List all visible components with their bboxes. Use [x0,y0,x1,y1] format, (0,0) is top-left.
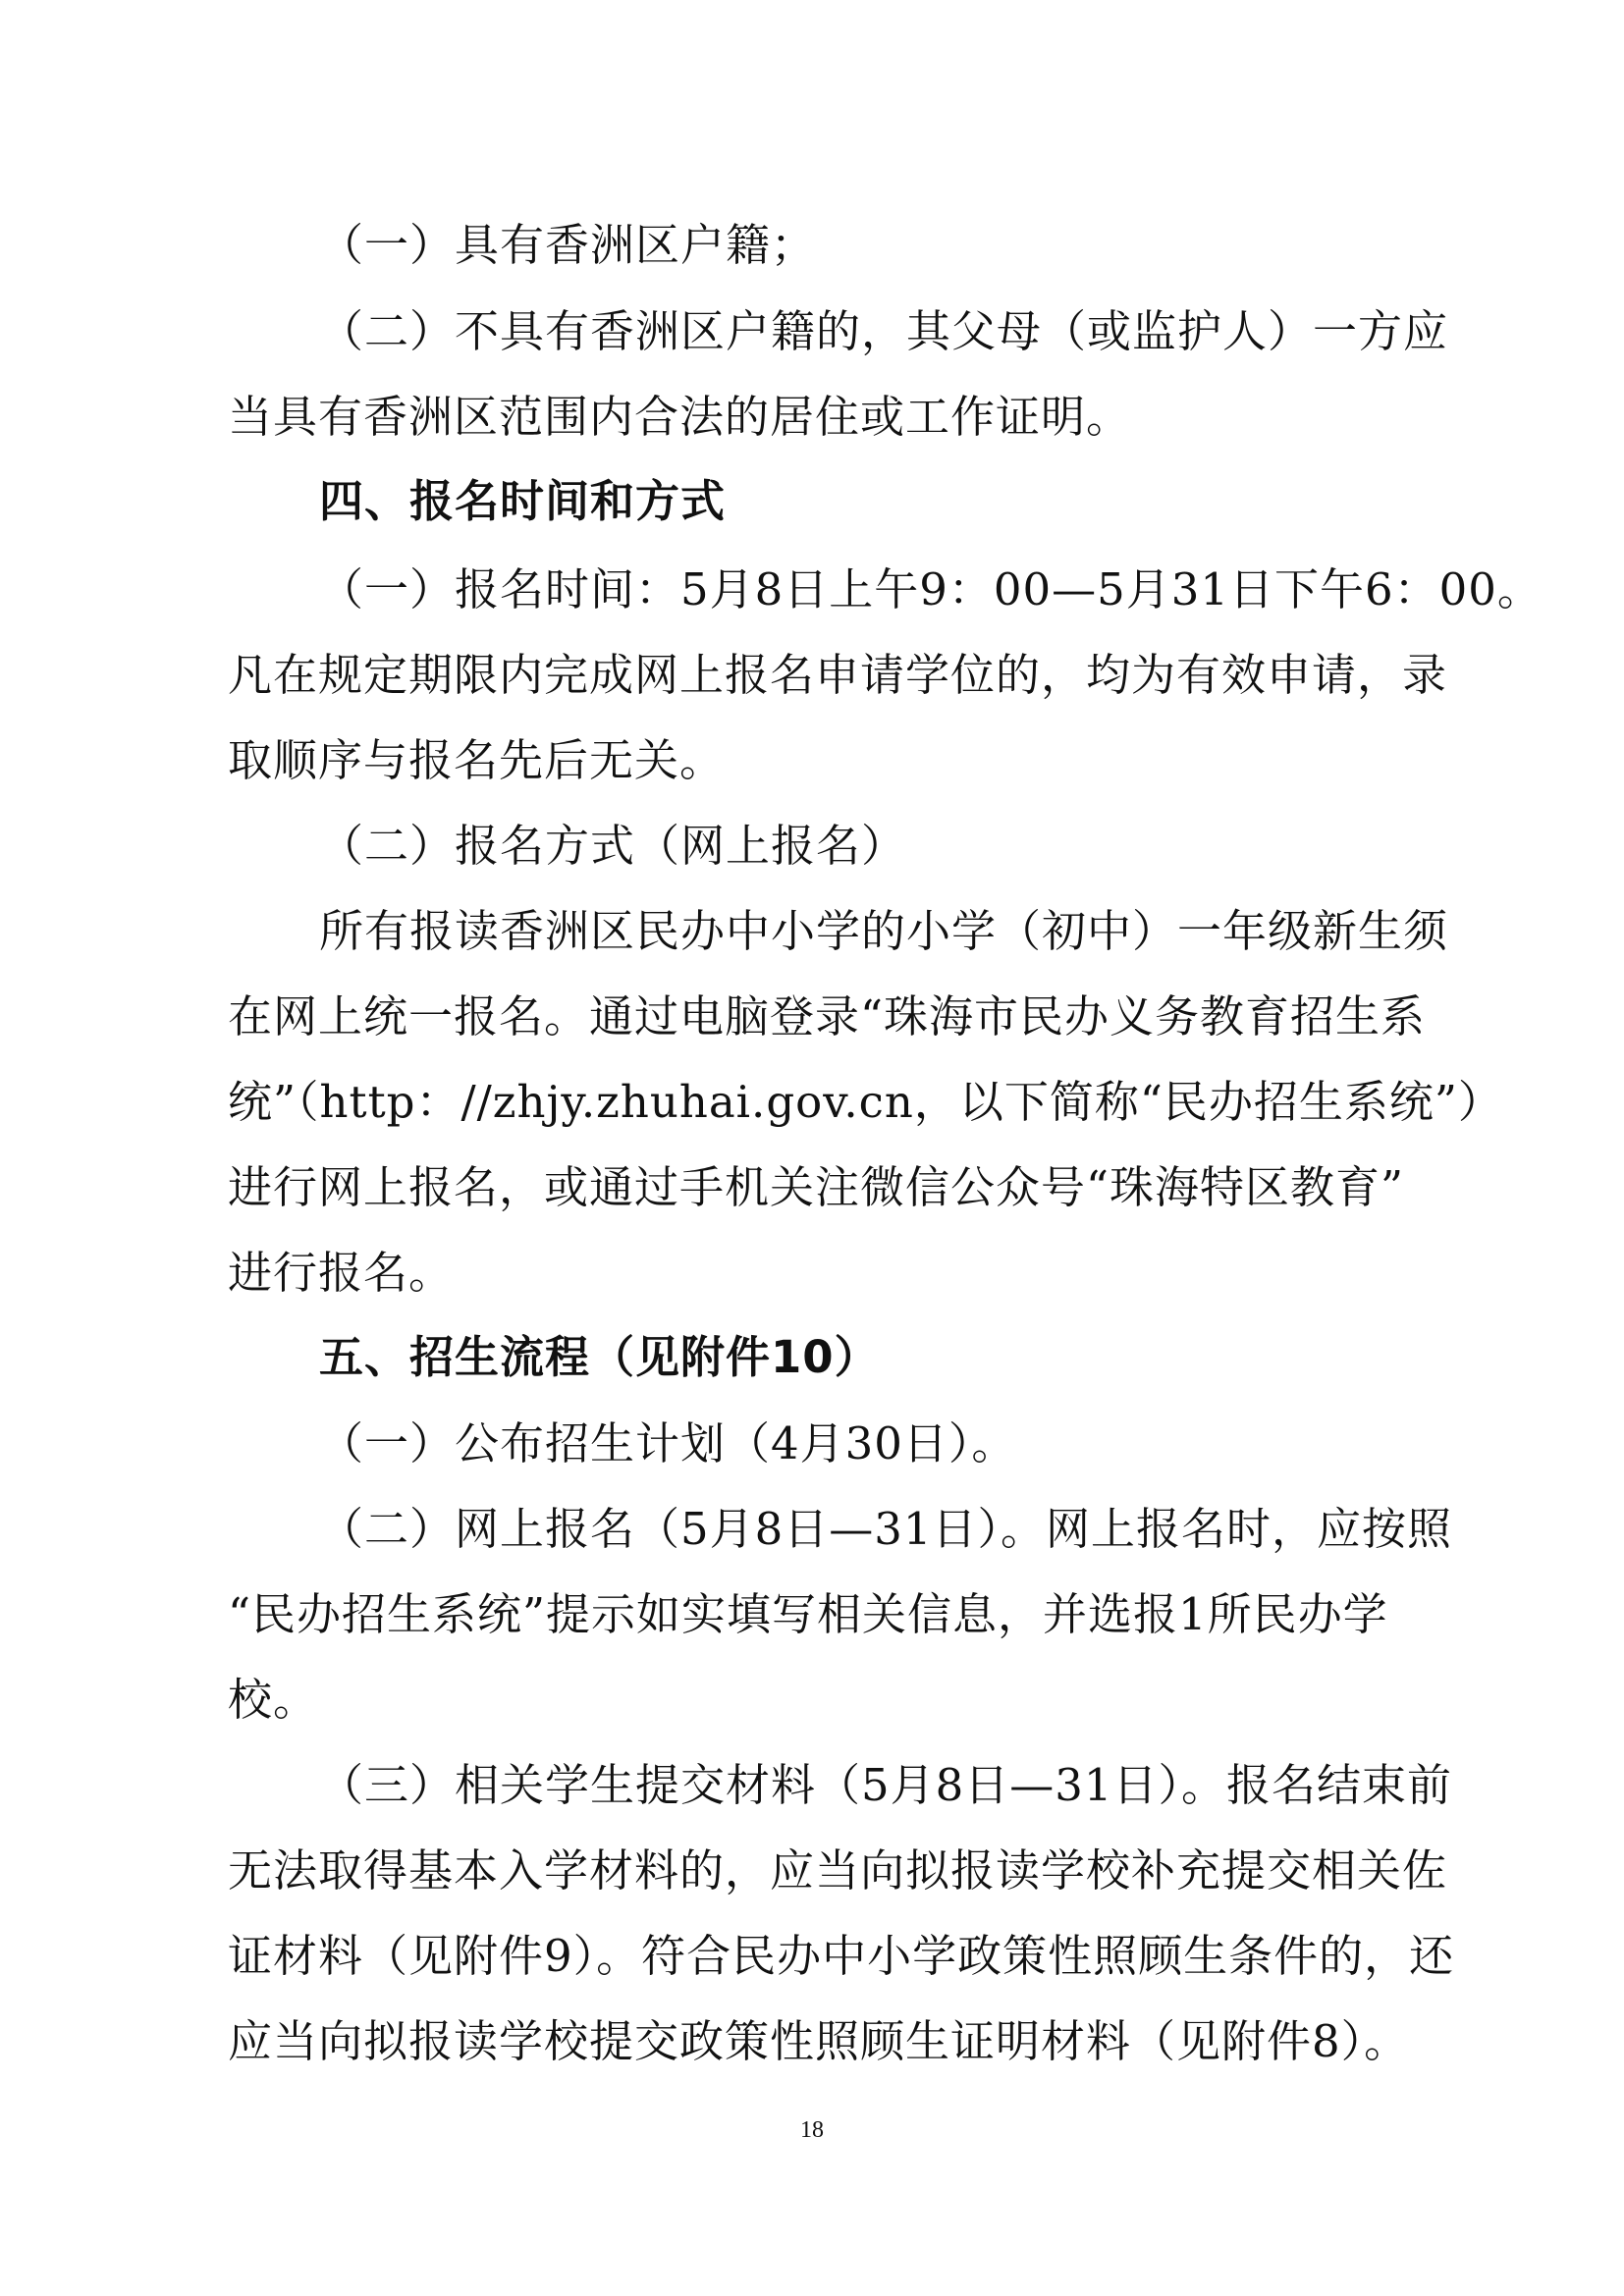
page-number: 18 [800,2117,824,2143]
process-step-1: （一）公布招生计划（4月30日）。 [319,1417,1017,1469]
registration-method-paragraph-1: 所有报读香洲区民办中小学的小学（初中）一年级新生须 [319,905,1449,957]
registration-method: （二）报名方式（网上报名） [319,820,907,872]
section-5-heading: 五、招生流程（见附件10） [319,1331,880,1383]
process-step-3-cont-3: 应当向拟报读学校提交政策性照顾生证明材料（见附件8）。 [228,2015,1410,2067]
registration-time-cont-1: 凡在规定期限内完成网上报名申请学位的，均为有效申请，录 [228,649,1448,701]
registration-method-paragraph-2: 在网上统一报名。通过电脑登录“珠海市民办义务教育招生系 [228,990,1427,1042]
item-2-non-hukou: （二）不具有香洲区户籍的，其父母（或监护人）一方应 [319,305,1449,357]
process-step-3-cont-1: 无法取得基本入学材料的，应当向拟报读学校补充提交相关佐 [228,1844,1448,1896]
process-step-2-cont-2: 校。 [228,1674,319,1726]
process-step-3-cont-2: 证材料（见附件9）。符合民办中小学政策性照顾生条件的，还 [228,1930,1455,1982]
registration-time: （一）报名时间：5月8日上午9：00—5月31日下午6：00。 [319,563,1543,615]
registration-method-paragraph-4: 进行网上报名，或通过手机关注微信公众号“珠海特区教育” [228,1161,1405,1213]
item-1-hukou: （一）具有香洲区户籍； [319,219,817,271]
registration-method-paragraph-3: 统”（http：//zhjy.zhuhai.gov.cn，以下简称“民办招生系统”） [228,1076,1503,1128]
process-step-2: （二）网上报名（5月8日—31日）。网上报名时，应按照 [319,1503,1453,1555]
registration-time-cont-2: 取顺序与报名先后无关。 [228,734,726,786]
process-step-2-cont-1: “民办招生系统”提示如实填写相关信息，并选报1所民办学 [228,1588,1388,1640]
registration-method-paragraph-5: 进行报名。 [228,1247,455,1299]
process-step-3: （三）相关学生提交材料（5月8日—31日）。报名结束前 [319,1759,1453,1811]
item-2-continued: 当具有香洲区范围内合法的居住或工作证明。 [228,391,1132,443]
section-4-heading: 四、报名时间和方式 [319,475,727,527]
